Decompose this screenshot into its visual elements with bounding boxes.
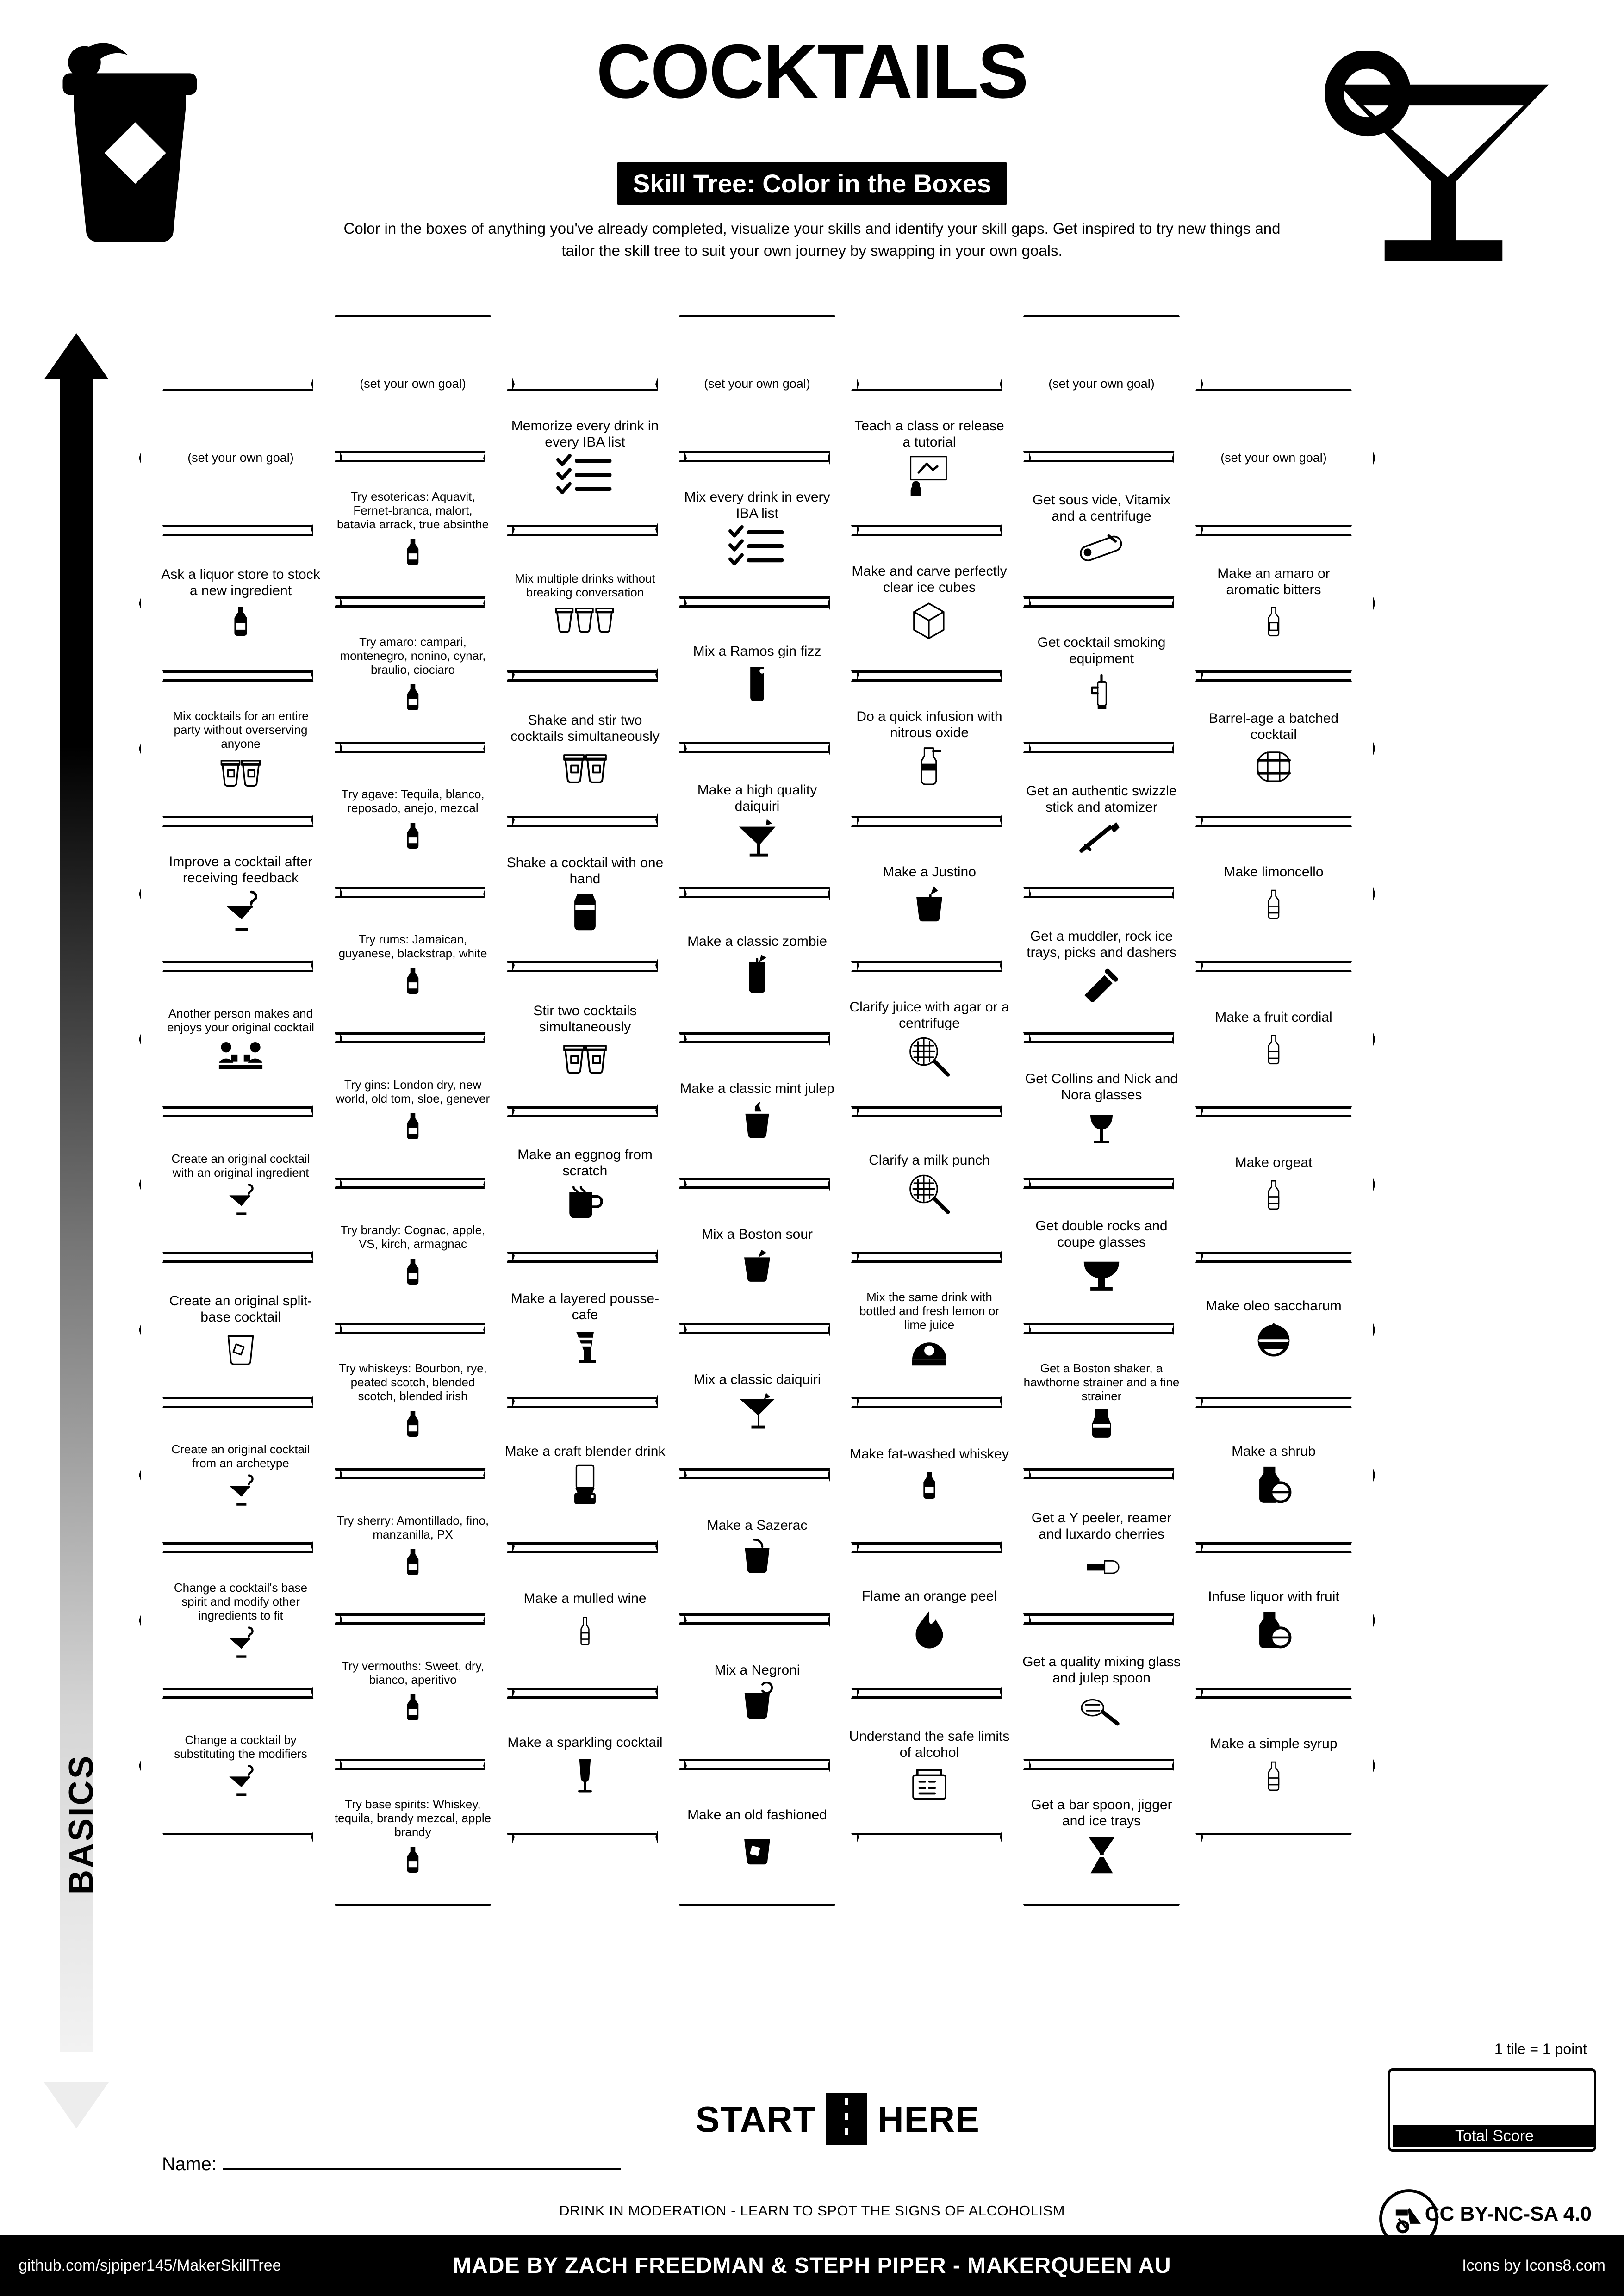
sous-vide-icon bbox=[1074, 528, 1129, 567]
tile-label: Infuse liquor with fruit bbox=[1208, 1589, 1339, 1605]
tile-label: Get cocktail smoking equipment bbox=[1037, 634, 1166, 666]
muddler-icon bbox=[1074, 964, 1129, 1002]
start-label: START bbox=[696, 2098, 816, 2140]
tile-label: Make and carve perfectly clear ice cubes bbox=[852, 563, 1007, 595]
tile-label: Create an original cocktail with an original ingredient bbox=[171, 1151, 310, 1179]
tile-label: Teach a class or release a tutorial bbox=[854, 418, 1004, 450]
total-score-label: Total Score bbox=[1393, 2125, 1596, 2147]
coupe-icon bbox=[1078, 1254, 1125, 1294]
tile-label: Try whiskeys: Bourbon, rye, peated scotch, blended scotch, blended irish bbox=[339, 1361, 487, 1403]
tile-label: Make a fruit cordial bbox=[1215, 1010, 1332, 1025]
strainer-icon bbox=[904, 1035, 955, 1080]
tile-label: Make a craft blender drink bbox=[504, 1444, 666, 1459]
tile-label: Get a muddler, rock ice trays, picks and dashers bbox=[1027, 928, 1176, 960]
bottle-icon bbox=[400, 680, 426, 714]
jigger-icon bbox=[1083, 1833, 1121, 1877]
strainer-icon bbox=[904, 1173, 955, 1217]
nick-nora-icon bbox=[1084, 1107, 1119, 1150]
people-table-icon bbox=[211, 1038, 271, 1072]
checklist-icon bbox=[724, 525, 790, 570]
tile-point-note: 1 tile = 1 point bbox=[1494, 2041, 1587, 2057]
bottle-icon bbox=[400, 1545, 426, 1579]
road-icon bbox=[826, 2093, 867, 2145]
tile-label: Make a classic zombie bbox=[687, 934, 827, 949]
tile-content bbox=[1172, 1551, 1375, 1690]
whipper-icon bbox=[913, 745, 946, 789]
bottle-icon bbox=[400, 1254, 426, 1289]
tile-label: Barrel-age a batched cocktail bbox=[1208, 710, 1339, 742]
footer-icons-credit: Icons by Icons8.com bbox=[1462, 2256, 1605, 2274]
name-label: Name: bbox=[162, 2154, 217, 2174]
tile-label: Make orgeat bbox=[1235, 1155, 1313, 1171]
tile-label: Try base spirits: Whiskey, tequila, brandy mezcal, apple brandy bbox=[334, 1797, 492, 1839]
bottle-tall-icon bbox=[1260, 1175, 1287, 1215]
caution-bottle-icon bbox=[905, 1764, 953, 1803]
bottle-tall-icon bbox=[1260, 1030, 1287, 1069]
tile-label: Make a high quality daiquiri bbox=[697, 782, 817, 814]
rocks-glass-icon bbox=[221, 1329, 261, 1367]
tile-label: Get a Boston shaker, a hawthorne strainer and a fine strainer bbox=[1023, 1361, 1180, 1403]
tile-content bbox=[1172, 534, 1375, 673]
tile-label: Create an original split-base cocktail bbox=[169, 1293, 312, 1325]
question-cocktail-icon bbox=[224, 1474, 258, 1508]
whiskey-bottle-icon bbox=[916, 1466, 943, 1504]
tile-label: Try agave: Tequila, blanco, reposado, anejo, mezcal bbox=[341, 787, 485, 815]
tile-label: Make a mulled wine bbox=[523, 1591, 647, 1607]
bar-spoon-icon bbox=[1074, 1690, 1129, 1730]
tile-label: Get a Y peeler, reamer and luxardo cherries bbox=[1031, 1510, 1172, 1542]
daiquiri-glass-icon bbox=[735, 1392, 779, 1431]
tile-label: Make a Sazerac bbox=[707, 1518, 808, 1533]
tile-label: Shake a cocktail with one hand bbox=[506, 855, 664, 887]
champagne-icon bbox=[569, 1755, 601, 1797]
tile-content bbox=[1172, 1696, 1375, 1835]
axis-label-basics: BASICS bbox=[62, 1754, 100, 1895]
teacher-icon bbox=[905, 454, 953, 498]
julep-cup-icon bbox=[737, 1101, 777, 1141]
page-title: COCKTAILS bbox=[596, 29, 1028, 114]
name-field[interactable] bbox=[162, 2154, 621, 2175]
bottle-icon bbox=[400, 1690, 426, 1725]
tile-label: Improve a cocktail after receiving feedback bbox=[168, 854, 313, 886]
skill-tile[interactable] bbox=[1172, 1551, 1375, 1690]
mug-icon bbox=[564, 1183, 606, 1222]
tile-label: Get double rocks and coupe glasses bbox=[1035, 1218, 1168, 1250]
tile-label: Mix a Boston sour bbox=[701, 1227, 813, 1242]
skill-tile[interactable] bbox=[1172, 389, 1375, 527]
tile-label: Change a cocktail's base spirit and modify other ingredients to fit bbox=[174, 1580, 308, 1623]
tile-label: Shake and stir two cocktails simultaneously bbox=[510, 712, 660, 744]
intro-text: Color in the boxes of anything you've already completed, visualize your skills and identify your skill gaps. Get inspired to try new things and tailor the skill tree to suit your own journey by swapping in your own goals. bbox=[343, 220, 1281, 259]
shaker-icon bbox=[568, 891, 602, 933]
tile-label: Get a quality mixing glass and julep spoon bbox=[1022, 1654, 1181, 1686]
tile-content bbox=[1172, 1406, 1375, 1545]
skill-tile[interactable] bbox=[1172, 1696, 1375, 1835]
tile-label: Try brandy: Cognac, apple, VS, kirch, armagnac bbox=[340, 1222, 485, 1251]
question-cocktail-icon bbox=[224, 1764, 258, 1799]
swizzle-icon bbox=[1074, 819, 1129, 857]
tile-label: Make limoncello bbox=[1224, 864, 1324, 880]
skill-tile[interactable] bbox=[1172, 825, 1375, 963]
question-cocktail-icon bbox=[224, 1626, 258, 1660]
orange-peel-icon bbox=[1251, 1318, 1297, 1362]
name-input-rule[interactable] bbox=[223, 2168, 621, 2170]
two-glasses-icon bbox=[553, 1039, 617, 1076]
tile-label: (set your own goal) bbox=[187, 451, 294, 465]
tile-content bbox=[1172, 1260, 1375, 1399]
bottle-icon bbox=[226, 602, 255, 640]
bottle-icon bbox=[400, 535, 426, 569]
tile-label: Ask a liquor store to stock a new ingredient bbox=[161, 566, 320, 598]
bitters-bottle-icon bbox=[1260, 602, 1287, 641]
three-glasses-icon bbox=[539, 603, 631, 635]
tile-label: Make a simple syrup bbox=[1210, 1736, 1338, 1752]
page-subtitle: Skill Tree: Color in the Boxes bbox=[617, 162, 1007, 205]
two-glasses-icon bbox=[553, 748, 617, 785]
peeler-icon bbox=[1076, 1546, 1127, 1583]
tile-label: Try vermouths: Sweet, dry, bianco, aperitivo bbox=[342, 1658, 484, 1687]
skill-tile[interactable] bbox=[1172, 534, 1375, 673]
start-here-marker bbox=[662, 2091, 1014, 2147]
tile-label: Mix a classic daiquiri bbox=[693, 1372, 821, 1388]
pousse-glass-icon bbox=[568, 1327, 602, 1369]
tile-label: Clarify a milk punch bbox=[869, 1153, 990, 1168]
tile-label: Make a sparkling cocktail bbox=[507, 1735, 663, 1750]
tile-label: Try esotericas: Aquavit, Fernet-branca, malort, batavia arrack, true absinthe bbox=[336, 489, 489, 532]
tile-label: Make fat-washed whiskey bbox=[850, 1446, 1009, 1462]
tile-content bbox=[1172, 679, 1375, 818]
checklist-icon bbox=[552, 454, 618, 498]
tile-label: Create an original cocktail from an archetype bbox=[171, 1442, 310, 1470]
bottle-icon bbox=[400, 819, 426, 853]
skill-tile[interactable] bbox=[1172, 970, 1375, 1109]
license-text: CC BY-NC-SA 4.0 bbox=[1425, 2203, 1592, 2225]
rocks-garnish-icon bbox=[908, 884, 950, 924]
tile-label: Memorize every drink in every IBA list bbox=[511, 418, 659, 450]
bottle-tall-icon bbox=[1260, 884, 1287, 924]
footer-github[interactable]: github.com/sjpiper145/MakerSkillTree bbox=[19, 2256, 281, 2274]
tile-label: Get an authentic swizzle stick and atomizer bbox=[1026, 783, 1177, 815]
tile-content bbox=[1172, 1115, 1375, 1254]
infusion-jar-icon bbox=[1250, 1464, 1298, 1507]
bottle-icon bbox=[400, 1407, 426, 1441]
tile-label: Mix cocktails for an entire party without overserving anyone bbox=[173, 708, 309, 751]
here-label: HERE bbox=[877, 2098, 980, 2140]
question-cocktail-icon bbox=[218, 890, 263, 934]
tile-label: Mix a Negroni bbox=[714, 1663, 800, 1678]
infusion-jar-icon bbox=[1250, 1609, 1298, 1652]
axis-label-advanced: ADVANCED bbox=[62, 388, 100, 595]
tile-label: (set your own goal) bbox=[360, 377, 466, 391]
skill-tile[interactable] bbox=[1172, 1260, 1375, 1399]
two-glasses-icon bbox=[211, 754, 271, 788]
footer-credit: MADE BY ZACH FREEDMAN & STEPH PIPER - MAKERQUEEN AU bbox=[453, 2253, 1171, 2278]
tile-label: Try rums: Jamaican, guyanese, blackstrap, white bbox=[338, 932, 487, 960]
negroni-glass-icon bbox=[737, 1682, 777, 1721]
tile-label: Mix the same drink with bottled and fresh lemon or lime juice bbox=[859, 1290, 1000, 1332]
tile-label: Make a classic mint julep bbox=[680, 1081, 834, 1097]
boston-shaker-icon bbox=[1088, 1407, 1115, 1441]
smoke-gun-icon bbox=[1085, 670, 1118, 715]
tile-label: Change a cocktail by substituting the modifiers bbox=[174, 1732, 307, 1761]
tile-label: Clarify juice with agar or a centrifuge bbox=[849, 999, 1009, 1031]
tile-label: Get sous vide, Vitamix and a centrifuge bbox=[1033, 492, 1170, 524]
skill-tile[interactable] bbox=[1172, 1115, 1375, 1254]
tile-content bbox=[1172, 970, 1375, 1109]
tile-label: Try sherry: Amontillado, fino, manzanilla, PX bbox=[336, 1513, 489, 1541]
tile-label: Make an eggnog from scratch bbox=[517, 1147, 653, 1179]
blender-icon bbox=[568, 1464, 602, 1507]
tile-label: Stir two cocktails simultaneously bbox=[533, 1003, 637, 1035]
question-cocktail-icon bbox=[224, 1183, 258, 1217]
tile-label: Try gins: London dry, new world, old tom, sloe, genever bbox=[336, 1077, 490, 1105]
tile-label: Do a quick infusion with nitrous oxide bbox=[856, 708, 1002, 740]
tiki-tall-icon bbox=[740, 954, 775, 997]
ice-cube-icon bbox=[907, 599, 952, 644]
tile-label: Make a Justino bbox=[883, 864, 976, 880]
tile-label: Understand the safe limits of alcohol bbox=[849, 1728, 1010, 1760]
skill-tile[interactable] bbox=[1172, 1406, 1375, 1545]
bottle-tall-icon bbox=[1260, 1756, 1287, 1796]
tile-label: Flame an orange peel bbox=[862, 1589, 997, 1604]
martini-icon bbox=[734, 818, 780, 858]
citrus-press-icon bbox=[906, 1335, 953, 1370]
tile-label: Mix a Ramos gin fizz bbox=[693, 644, 821, 659]
tile-label: Mix every drink in every IBA list bbox=[684, 489, 830, 521]
fizz-glass-icon bbox=[740, 664, 774, 706]
footer-bar bbox=[0, 2235, 1624, 2296]
tile-content bbox=[1172, 389, 1375, 527]
old-fashioned-icon bbox=[736, 1827, 778, 1867]
bottle-icon bbox=[400, 1843, 426, 1877]
bottle-icon bbox=[400, 964, 426, 998]
barrel-icon bbox=[1250, 746, 1298, 787]
skill-tile[interactable] bbox=[1172, 679, 1375, 818]
flame-icon bbox=[909, 1608, 949, 1653]
tile-label: (set your own goal) bbox=[704, 377, 810, 391]
tile-label: Mix multiple drinks without breaking conversation bbox=[515, 571, 655, 599]
tile-label: Get Collins and Nick and Nora glasses bbox=[1025, 1071, 1178, 1103]
bottle-icon bbox=[400, 1109, 426, 1143]
sour-glass-icon bbox=[737, 1247, 778, 1285]
tile-label: Make an amaro or aromatic bitters bbox=[1217, 565, 1330, 597]
tile-label: Try amaro: campari, montenegro, nonino, cynar, braulio, ciociaro bbox=[340, 634, 486, 677]
tile-label: Another person makes and enjoys your original cocktail bbox=[167, 1006, 314, 1034]
moderation-note: DRINK IN MODERATION - LEARN TO SPOT THE SIGNS OF ALCOHOLISM bbox=[559, 2203, 1065, 2219]
tile-label: Get a bar spoon, jigger and ice trays bbox=[1031, 1797, 1172, 1829]
tile-label: Make a layered pousse-cafe bbox=[510, 1291, 660, 1322]
tile-label: (set your own goal) bbox=[1220, 451, 1327, 465]
tile-label: Make oleo saccharum bbox=[1206, 1298, 1342, 1314]
tile-label: (set your own goal) bbox=[1048, 377, 1155, 391]
rocks-twist-icon bbox=[737, 1538, 777, 1576]
wine-bottle-icon bbox=[572, 1611, 597, 1651]
tile-content bbox=[1172, 825, 1375, 963]
tile-label: Make a shrub bbox=[1232, 1444, 1316, 1459]
tile-label: Make an old fashioned bbox=[687, 1807, 827, 1823]
